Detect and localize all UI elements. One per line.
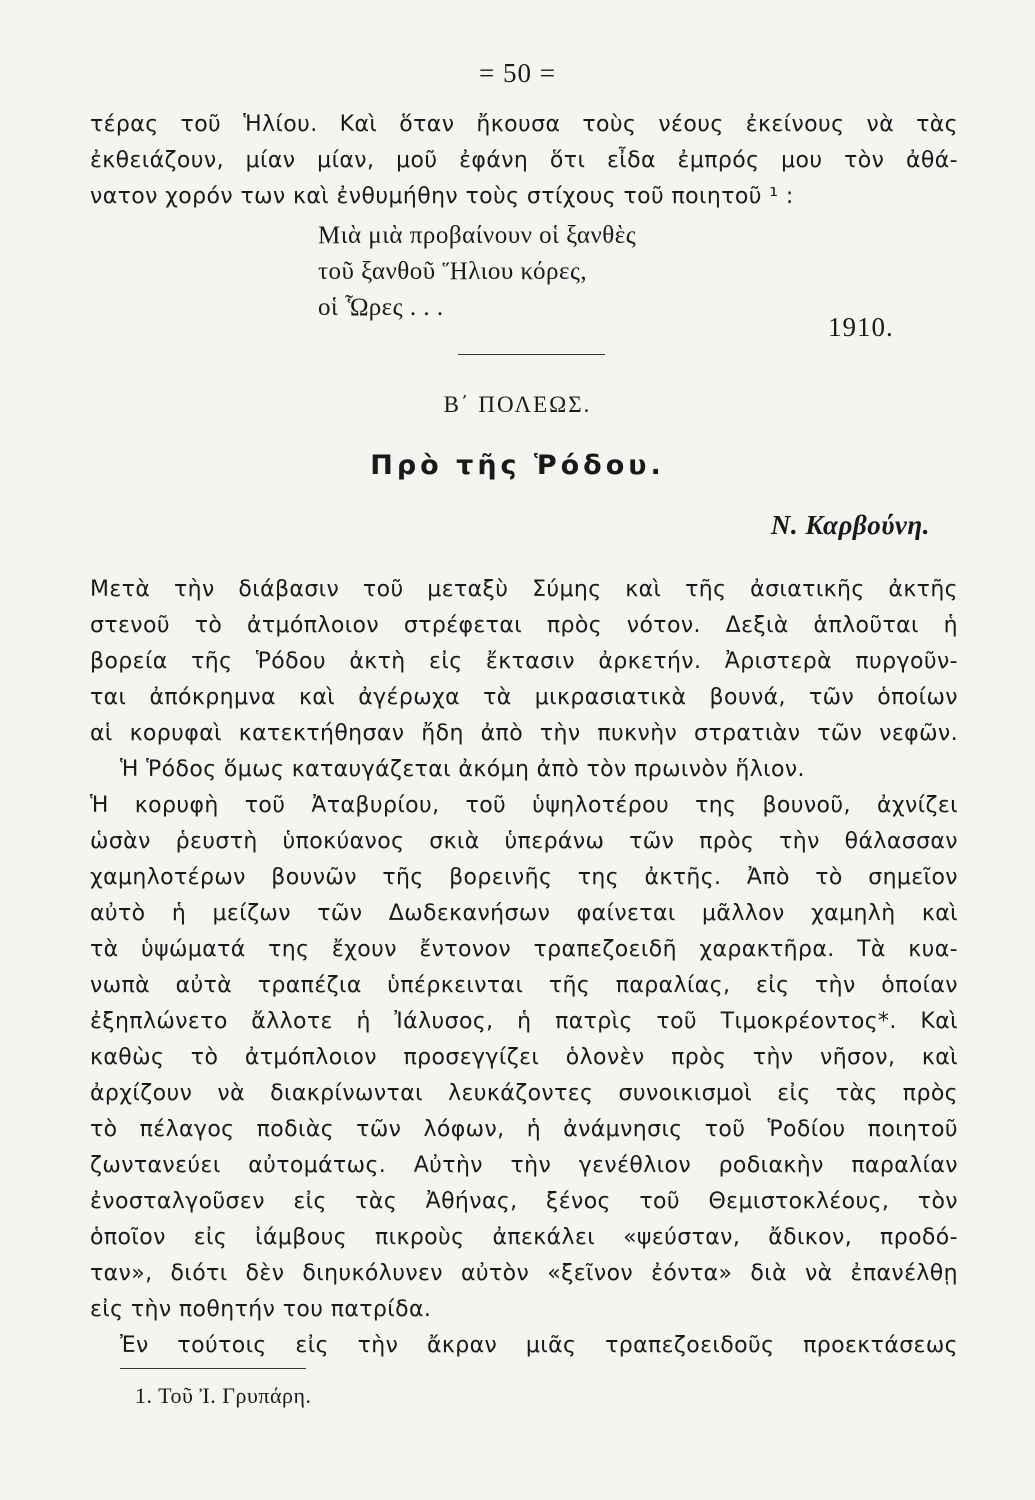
verse-line: τοῦ ξανθοῦ Ἥλιου κόρες,: [318, 258, 588, 285]
text-line: στενοῦ τὸ ἀτμόπλοιον στρέφεται πρὸς νότον. Δεξιὰ ἁπλοῦται ἡ: [90, 613, 958, 638]
text-line: τὰ ὑψώματά της ἔχουν ἔντονον τραπεζοειδῆ χαρακτῆρα. Τὰ κυα-: [90, 937, 958, 962]
page-number: = 50 =: [479, 58, 556, 88]
text-line: Ἡ Ῥόδος ὅμως καταυγάζεται ἀκόμη ἀπὸ τὸν πρωινὸν ἥλιον.: [120, 757, 805, 782]
chapter-title: Πρὸ τῆς Ῥόδου.: [370, 450, 665, 481]
text-line: Μετὰ τὴν διάβασιν τοῦ μεταξὺ Σύμης καὶ τῆς ἀσιατικῆς ἀκτῆς: [90, 577, 958, 602]
text-line: αὐτὸ ἡ μείζων τῶν Δωδεκανήσων φαίνεται μᾶλλον χαμηλὴ καὶ: [90, 901, 958, 926]
section-divider: [458, 354, 605, 355]
text-line: ται ἀπόκρημνα καὶ ἀγέρωχα τὰ μικρασιατικὰ βουνά, τῶν ὁποίων: [90, 685, 958, 710]
text-line: ὡσὰν ῥευστὴ ὑποκύανος σκιὰ ὑπεράνω τῶν πρὸς τὴν θάλασσαν: [90, 829, 958, 854]
section-heading: Β΄ ΠΟΛΕΩΣ.: [443, 392, 592, 417]
verse-line: οἱ Ὧρες . . .: [318, 294, 444, 321]
verse-line: Μιὰ μιὰ προβαίνουν οἱ ξανθὲς: [318, 222, 637, 249]
date-year: 1910.: [828, 312, 894, 342]
text-line: ταν», διότι δὲν διηυκόλυνεν αὐτὸν «ξεῖνον ἐόντα» διὰ νὰ ἐπανέλθῃ: [90, 1261, 958, 1286]
footnote-divider: [120, 1368, 306, 1369]
text-line: καθὼς τὸ ἀτμόπλοιον προσεγγίζει ὁλονὲν πρὸς τὴν νῆσον, καὶ: [90, 1045, 958, 1070]
text-line: ἐκθειάζουν, μίαν μίαν, μοῦ ἐφάνη ὅτι εἶδα ἐμπρός μου τὸν ἀθά-: [90, 148, 958, 173]
text-line: νατον χορόν των καὶ ἐνθυμήθην τοὺς στίχους τοῦ ποιητοῦ ¹ :: [90, 184, 794, 209]
text-line: ζωντανεύει αὐτομάτως. Αὐτὴν τὴν γενέθλιον ροδιακὴν παραλίαν: [90, 1153, 958, 1178]
text-line: εἰς τὴν ποθητήν του πατρίδα.: [90, 1297, 432, 1322]
text-line: Ἐν τούτοις εἰς τὴν ἄκραν μιᾶς τραπεζοειδοῦς προεκτάσεως: [120, 1333, 958, 1358]
text-line: νωπὰ αὐτὰ τραπέζια ὑπέρκεινται τῆς παραλίας, εἰς τὴν ὁποίαν: [90, 973, 958, 998]
text-line: ἐνοσταλγοῦσεν εἰς τὰς Ἀθήνας, ξένος τοῦ Θεμιστοκλέους, τὸν: [90, 1189, 958, 1214]
text-line: ὁποῖον εἰς ἰάμβους πικροὺς ἀπεκάλει «ψεύσταν, ἄδικον, προδό-: [90, 1225, 958, 1250]
text-line: τέρας τοῦ Ἡλίου. Καὶ ὅταν ἤκουσα τοὺς νέους ἐκείνους νὰ τὰς: [90, 112, 958, 137]
author-name: Ν. Καρβούνη.: [770, 510, 930, 540]
footnote: 1. Τοῦ Ἰ. Γρυπάρη.: [135, 1383, 312, 1408]
text-line: βορεία τῆς Ῥόδου ἀκτὴ εἰς ἔκτασιν ἀρκετήν. Ἀριστερὰ πυργοῦν-: [90, 649, 958, 674]
text-line: χαμηλοτέρων βουνῶν τῆς βορεινῆς της ἀκτῆς. Ἀπὸ τὸ σημεῖον: [90, 865, 958, 890]
text-line: αἱ κορυφαὶ κατεκτήθησαν ἤδη ἀπὸ τὴν πυκνὴν στρατιὰν τῶν νεφῶν.: [90, 721, 958, 746]
text-line: Ἡ κορυφὴ τοῦ Ἀταβυρίου, τοῦ ὑψηλοτέρου της βουνοῦ, ἀχνίζει: [90, 793, 958, 818]
text-line: ἀρχίζουν νὰ διακρίνωνται λευκάζοντες συνοικισμοὶ εἰς τὰς πρὸς: [90, 1081, 958, 1106]
text-line: ἐξηπλώνετο ἄλλοτε ἡ Ἰάλυσος, ἡ πατρὶς τοῦ Τιμοκρέοντος*. Καὶ: [90, 1009, 958, 1034]
text-line: τὸ πέλαγος ποδιὰς τῶν λόφων, ἡ ἀνάμνησις τοῦ Ῥοδίου ποιητοῦ: [90, 1117, 958, 1142]
